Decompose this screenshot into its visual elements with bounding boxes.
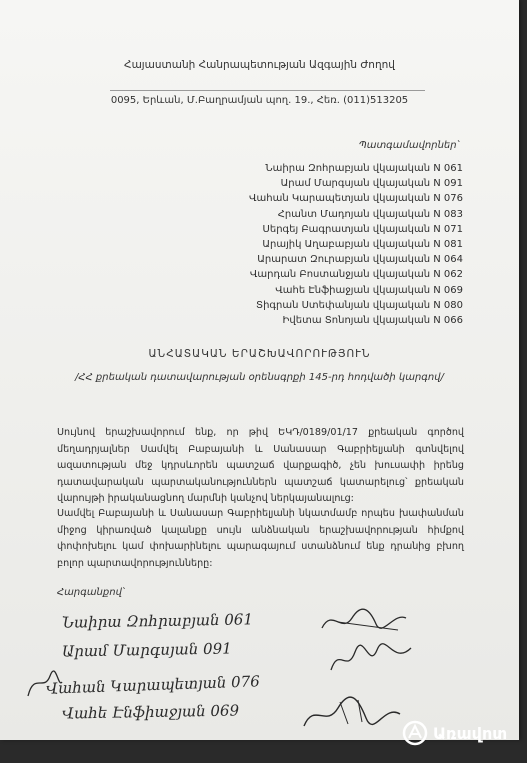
signature-scribble-2 [325,640,415,680]
signature-line-1: Նաիրա Զոհրաբյան 061 [61,610,254,632]
recipient-row: Արարատ Զուրաբյան վկայական N 064 [257,254,463,266]
body-paragraph-2: Սամվել Բաբայանի և Սանասար Գաբրիելյանի նկատմամբ որպես խափանման միջոց կիրառված կալանքը սույն անձնական երաշխավորության հիմքով փոփոխելու կամ փոխարինելու պարագայում ստանձնում ենք դրանից բխող բոլոր պարտավորությունները: [57,508,464,569]
recipient-list [249,161,463,328]
recipient-row: Սերգեյ Բագրատյան վկայական N 071 [262,223,463,235]
signature-scribble-4 [300,694,410,734]
recipient-row: Հրանտ Մադոյան վկայական N 083 [277,208,463,220]
recipient-row: Վահան Կարապետյան վկայական N 076 [248,193,463,205]
watermark-logo [401,717,519,749]
institution-header: Հայաստանի Հանրապետության Ազգային Ժողով [124,59,395,71]
signature-line-2: Արամ Մարգսյան 091 [61,639,232,661]
recipient-row: Արայիկ Աղաբաբյան վկայական N 081 [262,239,463,251]
logo-icon [401,719,429,747]
recipient-row: Վարդան Բոստանջյան վկայական N 062 [249,269,463,281]
signature-line-3: Վահան Կարապետյան 076 [45,672,261,698]
signature-line-4: Վահե Էնֆիաջյան 069 [61,701,240,723]
recipient-row: Վահե Էնֆիաջյան վկայական N 069 [275,284,463,296]
header-divider [110,90,425,91]
addressee-title: Պատգամավորներ՝ [358,140,459,151]
body-paragraph-1: Սույնով երաշխավորում ենք, որ թիվ ԵԿԴ/0189/01/17 քրեական գործով մեղադրյալներ Սամվել Բաբայանի և Սանասար Գաբրիելյանի գտնվելով ազատության մեջ կդրսևորեն պատշաճ վարքագիծ, չեն խուսափի իրենց դատավարական պարտականություններն պատշաճ կատարելուց՝ քրեական վարույթի իրականացնող մարմնի կանչով ներկայանալուց: [57,427,464,504]
closing-phrase: Հարգանքով՝ [57,587,125,598]
logo-text: Առավոտ [433,723,508,743]
recipient-row: Իվետա Տոնոյան վկայական N 066 [282,315,463,327]
institution-address: 0095, Երևան, Մ.Բաղրամյան պող. 19., Հեռ. (011)513205 [110,95,409,106]
document-title: ԱՆՀԱՏԱԿԱՆ ԵՐԱՇԽԱՎՈՐՈՒԹՅՈՒՆ [148,348,371,360]
document-subtitle: /ՀՀ քրեական դատավարության օրենսգրքի 145-րդ հոդվածի կարգով/ [75,372,444,383]
recipient-row: Նաիրա Զոհրաբյան վկայական N 061 [265,163,463,174]
signature-scribble-1 [318,604,410,638]
signature-scribble-3 [24,668,64,702]
recipient-row: Տիգրան Ստեփանյան վկայական N 080 [256,299,463,311]
recipient-row: Արամ Մարգսյան վկայական N 091 [280,178,463,190]
